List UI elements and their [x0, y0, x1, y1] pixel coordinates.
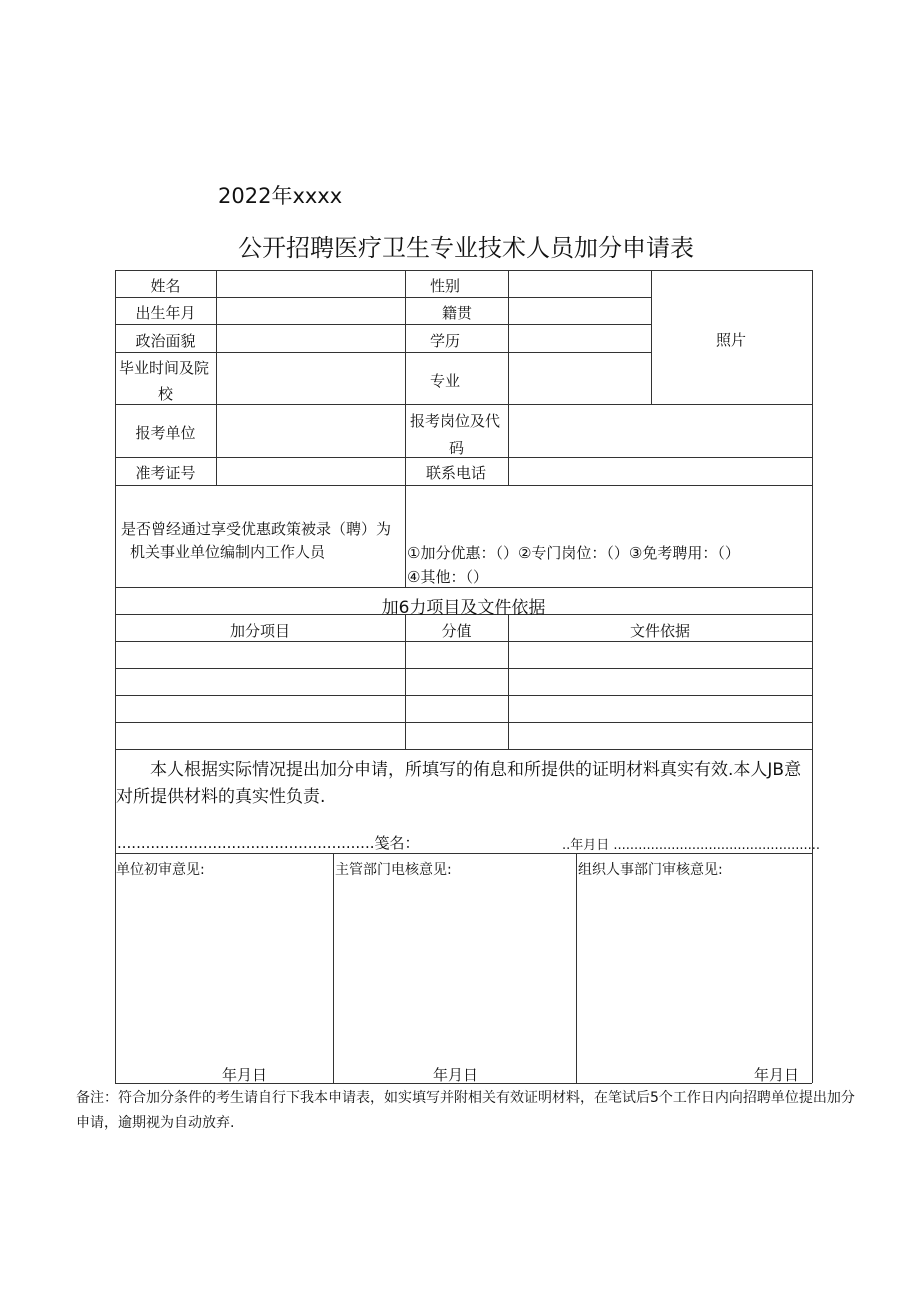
bonus-row-3-basis[interactable] [510, 699, 810, 720]
major-field[interactable] [509, 354, 650, 402]
bonus-row-4-item[interactable] [117, 726, 403, 747]
dept-review-area[interactable] [337, 880, 573, 1060]
policy-question-line2: 机关事业单位编制内工作人员 [130, 543, 326, 561]
footnote: 备注：符合加分条件的考生请自行下我本申请表，如实填写并附相关有效证明材料，在笔试后5个工作日内向招聘单位提出加分申请，逾期视为自动放弃. [76, 1090, 855, 1131]
bonus-row-4-score[interactable] [407, 726, 506, 747]
graduation-field[interactable] [217, 354, 404, 402]
phone-label: 联系电话 [426, 464, 487, 482]
col-header-item: 加分项目 [229, 622, 290, 640]
photo-label: 照片 [716, 331, 747, 349]
hr-review-date: 年月日 [754, 1066, 800, 1084]
native-place-field[interactable] [509, 299, 650, 323]
unit-review-label: 单位初审意见: [116, 862, 205, 878]
gender-label: 性别 [430, 277, 461, 295]
graduation-label-line1: 毕业时间及院 [119, 359, 210, 377]
policy-options-line2[interactable]: ④其他：（） [407, 568, 488, 586]
declaration-statement: 本人根据实际情况提出加分申请，所填写的侑息和所提供的证明材料真实有效.本人JB意对所提供材料的真实性负责. [116, 760, 802, 807]
position-label-line1: 报考岗位及代 [410, 412, 501, 430]
native-place-label: 籍贯 [442, 304, 473, 322]
position-field[interactable] [509, 406, 811, 456]
form-title: 公开招聘医疗卫生专业技术人员加分申请表 [238, 234, 694, 262]
phone-field[interactable] [509, 459, 811, 483]
graduation-label-line2: 校 [157, 385, 173, 403]
education-label: 学历 [430, 332, 461, 350]
major-label: 专业 [430, 372, 461, 390]
gender-field[interactable] [509, 272, 650, 296]
birth-field[interactable] [217, 299, 404, 323]
education-field[interactable] [509, 326, 650, 350]
col-header-score: 分值 [441, 622, 472, 640]
dept-review-date: 年月日 [433, 1066, 479, 1084]
year-title: 2022年xxxx [218, 184, 343, 208]
signature-line[interactable]: ......................................................笺名： [117, 834, 420, 852]
dept-review-label: 主管部门电核意见: [335, 862, 452, 878]
name-label: 姓名 [150, 277, 181, 295]
policy-question-line1: 是否曾经通过享受优惠政策被录（聘）为 [121, 520, 392, 538]
bonus-row-2-basis[interactable] [510, 672, 810, 693]
bonus-row-4-basis[interactable] [510, 726, 810, 747]
hr-review-label: 组织人事部门审核意见: [578, 862, 723, 878]
political-field[interactable] [217, 326, 404, 350]
bonus-row-1-basis[interactable] [510, 645, 810, 666]
declaration-date-line[interactable]: ..年月日 .................................................. [562, 838, 821, 853]
bonus-row-1-item[interactable] [117, 645, 403, 666]
bonus-row-2-score[interactable] [407, 672, 506, 693]
bonus-row-3-score[interactable] [407, 699, 506, 720]
bonus-row-2-item[interactable] [117, 672, 403, 693]
unit-label: 报考单位 [135, 424, 196, 442]
bonus-row-1-score[interactable] [407, 645, 506, 666]
exam-no-field[interactable] [217, 459, 404, 483]
political-label: 政治面貌 [135, 332, 196, 350]
exam-no-label: 准考证号 [135, 464, 196, 482]
unit-field[interactable] [217, 406, 404, 456]
col-header-basis: 文件依据 [629, 622, 690, 640]
bonus-row-3-item[interactable] [117, 699, 403, 720]
position-label-line2: 码 [448, 439, 464, 457]
name-field[interactable] [217, 272, 404, 296]
policy-options-line1[interactable]: ①加分优惠：（）②专门岗位：（）③免考聘用：（） [407, 544, 740, 562]
unit-review-area[interactable] [118, 880, 330, 1060]
hr-review-area[interactable] [580, 880, 809, 1060]
birth-label: 出生年月 [135, 304, 196, 322]
bonus-section-title: 加6力项目及文件依据 [381, 598, 546, 618]
unit-review-date: 年月日 [222, 1066, 268, 1084]
